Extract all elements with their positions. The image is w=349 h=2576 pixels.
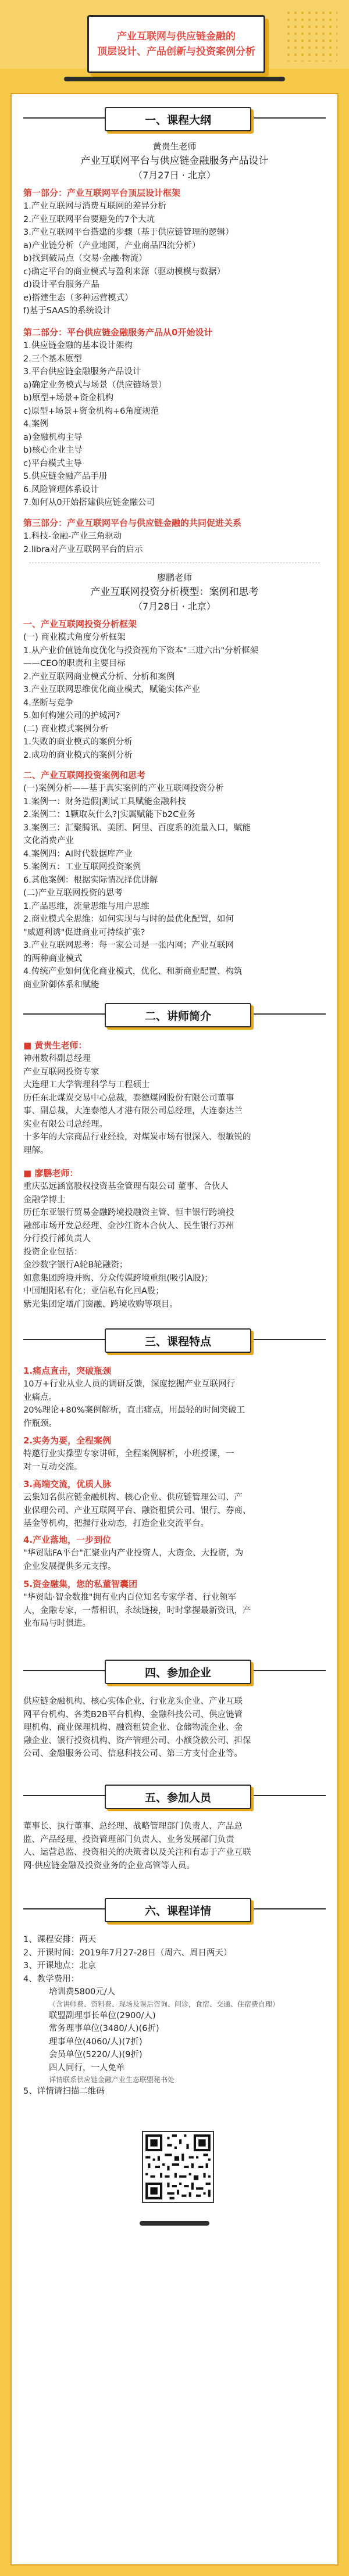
list-item: 1.供应链金融的基本设计架构 [23, 341, 133, 350]
part-heading: 二、产业互联网投资案例和思考 [23, 770, 146, 780]
feature-line: 云集知名供应链金融机构、核心企业、供应链管理公司、产 [23, 1493, 243, 1502]
feature-3 [23, 1477, 326, 1531]
feature-line: 企业发展提供多元支撑。 [23, 1561, 116, 1571]
list-item: a)金融机构主导 [23, 432, 83, 442]
attendees-line: 网·供应链金融及投资业务的企业高管等人员。 [23, 1861, 195, 1871]
list-item: b)核心企业主导 [23, 446, 83, 455]
list-item: c)原型+场景+资金机构+6角度规范 [23, 406, 159, 416]
companies-line: 理机构、商业保理机构、融资租赁企业、仓储物流企业、金 [23, 1723, 243, 1732]
feature-line: 对一互动交流。 [23, 1462, 83, 1472]
list-item: 2.libra对产业互联网平台的启示 [23, 544, 143, 554]
part-heading: 第一部分：产业互联网平台顶层设计框架 [23, 188, 181, 198]
lecturer-name: ■ 廖鹏老师： [23, 1168, 79, 1178]
feature-line: 作瓶颈。 [23, 1418, 57, 1428]
feature-line: 业痛点。 [23, 1392, 57, 1402]
lecturer-line: 金融学博士 [23, 1195, 66, 1205]
details-line: 2、开课时间：2019年7月27-28日（周六、周日两天） [23, 1948, 232, 1958]
list-item: 3.案例三：汇聚腾讯、美团、阿里、百度系的流量入口，赋能 [23, 823, 251, 833]
feature-heading: 3.高端交流，优质人脉 [23, 1479, 112, 1489]
lecturer-line: 投资企业包括： [23, 1247, 83, 1257]
course1-part2 [23, 325, 326, 510]
course1-date: （7月27日 · 北京） [133, 170, 216, 181]
feature-4 [23, 1533, 326, 1573]
attendees-line: 监、产品经理、投资管理部门负责人、业务发展部门负责 [23, 1835, 234, 1844]
lecturer-line: 产业互联网投资专家 [23, 1067, 99, 1077]
feature-line: 特邀行业实操型专家讲师，全程案例解析，小班授课，一 [23, 1449, 234, 1459]
course1-header [23, 139, 326, 182]
fee-line: 常务理事单位(3480/人)(6折) [49, 2024, 159, 2033]
feature-line: "华贸陆FA平台"汇聚业内产业投资人，大资金、大投资，为 [23, 1549, 244, 1558]
feature-line: 业布局与时俱进。 [23, 1619, 91, 1628]
list-item: 1.产业互联网与消费互联网的差异分析 [23, 202, 166, 211]
list-item: (一)案例分析——基于真实案例的产业互联网投资分析 [23, 784, 224, 793]
list-item: 5.供应链金融产品手册 [23, 472, 108, 481]
feature-line: 10万+行业从业人员的调研反馈，深度挖掘产业互联网行 [23, 1380, 236, 1389]
companies-line: 供应链金融机构、核心实体企业、行业龙头企业、产业互联 [23, 1697, 243, 1706]
list-item: 1.失败的商业模式的案例分析 [23, 737, 133, 747]
attendees-line: 人、运营总监、投资相关的决策者以及关注和有志于产业互联 [23, 1848, 251, 1857]
feature-line: 20%理论+80%案例解析，直击痛点，用最轻的时间突破工 [23, 1406, 245, 1415]
list-item: 2.商业模式全思维：如何实现与与时的最优化配置，如何 [23, 915, 234, 924]
feature-line: 基金等机构，把握行业动态，打造企业交流平台。 [23, 1519, 209, 1528]
course2-teacher: 廖鹏老师 [156, 572, 192, 583]
list-item: 3.产业互联网平台搭建的步骤（基于供应链管理的逻辑） [23, 228, 234, 237]
section-title-outline: 一、课程大纲 [105, 107, 251, 131]
details-line: 4、教学费用： [23, 1974, 80, 1984]
title-card [87, 15, 265, 73]
list-item: 文化消费产业 [23, 836, 74, 845]
feature-line: "华贸陆·智金数推"拥有业内百位知名专家学者、行业领军 [23, 1593, 236, 1602]
list-item: 2.案例二：1颗取灰什么?|实属赋能下b2C业务 [23, 810, 196, 819]
list-item: 3.产业互联网思维优化商业模式，赋能实体产业 [23, 685, 200, 694]
list-item: 4.案例四：AI时代数据库产业 [23, 849, 133, 859]
details-line: 5、详情请扫描二维码 [23, 2087, 105, 2096]
course1-part1 [23, 186, 326, 318]
attendees-text [23, 1820, 326, 1872]
feature-heading: 5.资金融集，您的私董智囊团 [23, 1579, 138, 1589]
lecturer-line: 分行投行部负责人 [23, 1234, 91, 1244]
list-item: b)找到破局点（交易·金融·物流） [23, 254, 147, 263]
lecturer-2 [23, 1166, 326, 1311]
companies-text [23, 1695, 326, 1761]
section-header-features [23, 1326, 326, 1355]
feature-1 [23, 1364, 326, 1430]
list-item: 6.风险管理体系设计 [23, 485, 99, 495]
list-item: 2.成功的商业模式的案例分析 [23, 750, 133, 760]
list-item: b)原型+场景+资金机构 [23, 393, 114, 403]
feature-line: 业保理公司、产业互联网平台、融资租赁公司、银行、券商、 [23, 1506, 251, 1515]
lecturer-name: ■ 黄贵生老师： [23, 1040, 87, 1051]
lecturer-line: 紫光集团定增/门窗融、跨境收购等项目。 [23, 1299, 178, 1309]
fee-line: 会员单位(5220/人)(9折) [49, 2050, 143, 2059]
part-heading: 一、产业互联网投资分析框架 [23, 619, 137, 629]
list-item: "威逼利诱"促进商业可持续扩张? [23, 927, 145, 937]
list-item: (二) 商业模式案例分析 [23, 724, 109, 734]
details-line: 1、课程安排：两天 [23, 1935, 97, 1944]
course2-part2 [23, 768, 326, 991]
list-item: 1.产品思维，流量思维与用户思维 [23, 901, 149, 911]
details-block [23, 1933, 326, 2098]
header-decor-bar [64, 77, 285, 81]
section-header-details [23, 1896, 326, 1925]
fee-line: 联盟副理事长单位(2900/人) [49, 2011, 156, 2020]
feature-5 [23, 1577, 326, 1631]
section-title-lecturers: 二、讲师简介 [105, 1003, 251, 1027]
footer-decor-bar [140, 2221, 209, 2226]
companies-line: 融企业、银行投资机构、资产管理公司、小额贷款公司、担保 [23, 1736, 251, 1746]
section-title-companies: 四、参加企业 [105, 1660, 251, 1684]
section-title-details: 六、课程详情 [105, 1898, 251, 1922]
fee-line: 四人同行，一人免单 [49, 2063, 125, 2073]
qr-code-graphic [143, 2132, 213, 2202]
list-item: 2.产业互联网平台要避免的7个大坑 [23, 214, 155, 224]
course1-part3 [23, 516, 326, 556]
list-item: 6.其他案例：根据实际情况择优讲解 [23, 875, 158, 885]
feature-heading: 4.产业落地，一步到位 [23, 1535, 112, 1545]
lecturer-line: 理解。 [23, 1145, 49, 1155]
fee-line: 理事单位(4060/人)(7折) [49, 2037, 143, 2047]
contact-note: 详情联系供应链金融产业生态联盟秘书处 [49, 2076, 175, 2084]
lecturer-line: 中国旭阳私有化；亚信私有化回A股； [23, 1287, 164, 1296]
qr-code[interactable] [142, 2131, 214, 2203]
list-item: 商业阶御体系和赋能 [23, 980, 99, 990]
lecturer-line: 重庆弘远涵富股权投资基金管理有限公司 董事、合伙人 [23, 1182, 229, 1191]
fee-line: 培训费5800元/人 [49, 1987, 116, 1997]
feature-line: 人，金融专家，一帮相识，永续链接，时时掌握最新资讯，产 [23, 1606, 251, 1615]
list-item: 1.科技-金融-产业三角驱动 [23, 532, 122, 541]
feature-heading: 1.痛点直击，突破瓶颈 [23, 1366, 112, 1376]
companies-line: 公司、金融服务公司、信息科技公司、第三方支付企业等。 [23, 1749, 243, 1758]
companies-line: 网平台机构、各类B2B平台机构、金融科技公司、供应链管 [23, 1710, 243, 1719]
lecturer-line: 实业有限公司总经理。 [23, 1119, 108, 1129]
list-item: (一) 商业模式角度分析框架 [23, 633, 126, 642]
list-item: 2.产业互联网商业模式分析、分析和案例 [23, 672, 175, 682]
lecturer-line: 金沙数字银行A轮B轮融资； [23, 1260, 128, 1270]
lecturer-line: 大连理工大学管理科学与工程硕士 [23, 1080, 150, 1090]
course1-teacher: 黄贵生老师 [152, 141, 197, 152]
list-item: c)确定平台的商业模式与盈利来源（驱动模模与数据） [23, 267, 226, 277]
list-item: 4.传统产业如何优化商业模式，优化、和新商业配置、构筑 [23, 967, 243, 976]
section-header-lecturers [23, 1001, 326, 1030]
lecturer-line: 神州数科副总经理 [23, 1054, 91, 1063]
lecturer-1 [23, 1038, 326, 1157]
section-header-outline [23, 105, 326, 134]
attendees-line: 董事长、执行董事、总经理、战略管理部门负责人、产品总 [23, 1822, 243, 1831]
course2-date: （7月28日 · 北京） [133, 601, 216, 612]
course1-title: 产业互联网平台与供应链金融服务产品设计 [80, 155, 269, 167]
lecturer-line: 十多年的大宗商品行业经验，对煤炭市场有很深入、很敏锐的 [23, 1133, 251, 1142]
header [0, 0, 349, 93]
list-item: d)设计平台服务产品 [23, 280, 99, 289]
section-title-features: 三、课程特点 [105, 1328, 251, 1353]
list-item: (二)产业互联网投资的思考 [23, 888, 123, 898]
list-item: 4.垄断与竞争 [23, 698, 74, 708]
fee-note: （含讲师费、资料费、现场及课后咨询、问诊，食宿、交通、住宿费自理） [49, 2000, 280, 2008]
title-line-2: 顶层设计、产品创新与投资案例分析 [97, 46, 255, 58]
list-item: 的两种商业模式 [23, 954, 83, 963]
course2-part1 [23, 617, 326, 762]
part-heading: 第三部分：产业互联网平台与供应链金融的共同促进关系 [23, 518, 242, 528]
content-panel [10, 93, 339, 2566]
section-title-attendees: 五、参加人员 [105, 1785, 251, 1809]
list-item: a)确定业务模式与场景（供应链场景） [23, 380, 167, 390]
part-heading: 第二部分：平台供应链金融服务产品从0开始设计 [23, 327, 213, 338]
list-item: 2.三个基本原型 [23, 354, 82, 364]
list-item: 7.如何从0开始搭建供应链金融公司 [23, 498, 155, 507]
list-item: 1.从产业价值链角度优化与投资视角下资本"三进六出"分析框架 [23, 646, 259, 655]
lecturer-line: 历任东北煤炭交易中心总裁，泰德煤网股份有限公司董事 [23, 1093, 234, 1103]
lecturer-line: 如意集团跨境并购、分众传媒跨境重组(吸引A股)； [23, 1273, 213, 1283]
lecturer-line: 融部市场开发总经理、金沙江资本合伙人、民生银行苏州 [23, 1221, 234, 1231]
list-item: c)平台模式主导 [23, 458, 82, 468]
list-item: 3.平台供应链金融服务产品设计 [23, 367, 141, 377]
list-item: f)基于SAAS的系统设计 [23, 306, 112, 316]
lecturer-line: 历任东亚银行贸易金融跨境投融资主管、恒丰银行跨境投 [23, 1208, 234, 1217]
section-header-companies [23, 1657, 326, 1686]
course2-title: 产业互联网投资分析模型：案例和思考 [90, 586, 259, 598]
list-item: 5.案例五：工业互联网投资案例 [23, 862, 141, 872]
feature-2 [23, 1434, 326, 1474]
list-item: e)搭建生态（多种运营模式） [23, 293, 133, 303]
section-header-attendees [23, 1782, 326, 1811]
list-item: a)产业链分析（产业地图，产业商品四流分析） [23, 241, 201, 250]
details-line: 3、开课地点：北京 [23, 1961, 97, 1970]
list-item: 1.案例一：财务造假|测试工具赋能金融科技 [23, 797, 186, 807]
list-item: 4.案例 [23, 420, 48, 429]
feature-heading: 2.实务为要，全程案例 [23, 1435, 112, 1446]
list-item: 5.如何构建公司的护城河? [23, 711, 120, 721]
lecturer-line: 事、副总裁，大连泰德人才港有限公司总经理，大连泰达兰 [23, 1106, 243, 1116]
dot-pattern-decoration [285, 9, 337, 62]
course2-header [23, 571, 326, 614]
list-item: ——CEO的职责和主要目标 [23, 659, 126, 668]
list-item: 3.产业互联网思考：每一家公司是一张内网；产业互联网 [23, 941, 234, 950]
title-line-1: 产业互联网与供应链金融的 [117, 31, 236, 42]
